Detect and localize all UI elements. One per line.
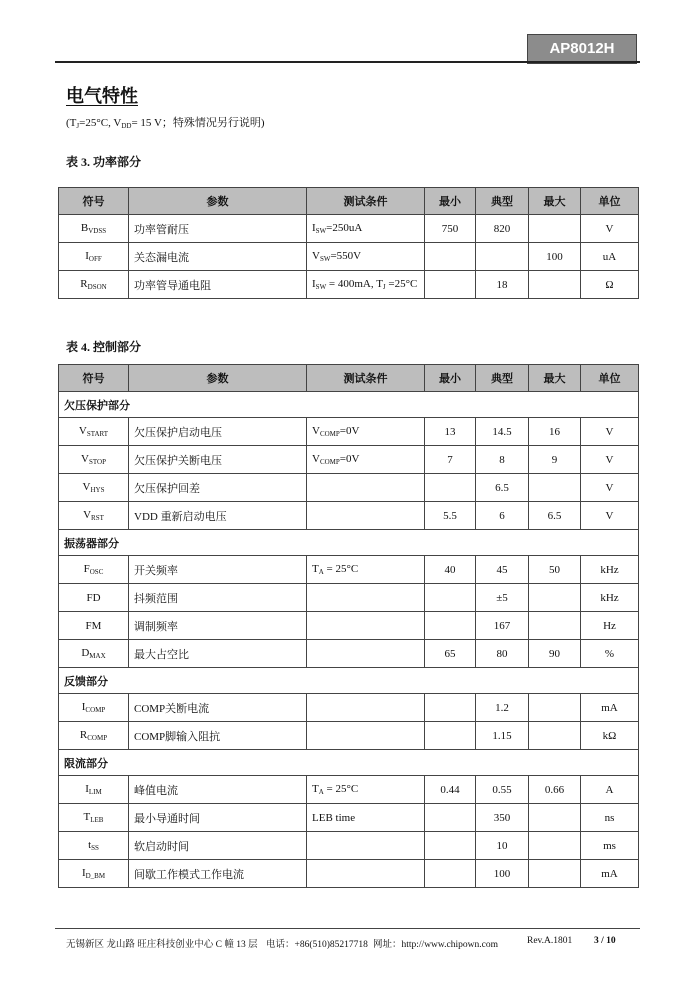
parameter-cell: 最小导通时间 [129,804,307,832]
table-row [59,446,639,474]
table-row [59,584,639,612]
typ-cell: 350 [476,804,529,832]
min-cell [425,832,476,860]
column-header: 单位 [581,188,639,215]
section-title: 限流部分 [59,750,639,776]
typ-cell: 14.5 [476,418,529,446]
parameter-cell: 欠压保护启动电压 [129,418,307,446]
condition-cell: $I_{SW}=250uA$ [307,215,425,243]
min-cell: 13 [425,418,476,446]
symbol-cell: $T_{LEB}$ [59,804,129,832]
condition-cell: $T_A = 25^\circ C$ [307,556,425,584]
condition-cell [307,640,425,668]
parameter-cell: 功率管导通电阻 [129,271,307,299]
footer-rule [55,928,640,929]
symbol-cell: $I_{D\_BM}$ [59,860,129,888]
column-header: 单位 [581,365,639,392]
footer-phone: 电话：+86(510)85217718 [266,940,368,950]
typ-cell: 1.2 [476,694,529,722]
max-cell: 100 [529,243,581,271]
column-header: 最大 [529,188,581,215]
unit-cell: ms [581,832,639,860]
parameter-cell: 峰值电流 [129,776,307,804]
table-row [59,722,639,750]
typ-cell: 1.15 [476,722,529,750]
column-header: 测试条件 [307,365,425,392]
unit-cell: V [581,502,639,530]
column-header: 最大 [529,365,581,392]
unit-cell: V [581,474,639,502]
column-header: 测试条件 [307,188,425,215]
symbol-cell: $D_{MAX}$ [59,640,129,668]
parameter-cell: 软启动时间 [129,832,307,860]
typ-cell: 10 [476,832,529,860]
unit-cell: Hz [581,612,639,640]
min-cell: 40 [425,556,476,584]
section-title: 欠压保护部分 [59,392,639,418]
symbol-cell: $R_{COMP}$ [59,722,129,750]
condition-cell [307,612,425,640]
unit-cell: A [581,776,639,804]
unit-cell: uA [581,243,639,271]
min-cell: 0.44 [425,776,476,804]
min-cell: 750 [425,215,476,243]
column-header: 典型 [476,365,529,392]
table-row [59,860,639,888]
max-cell: 90 [529,640,581,668]
min-cell: 65 [425,640,476,668]
parameter-cell: 抖频范围 [129,584,307,612]
power-section-table [58,187,639,299]
table-row [59,612,639,640]
parameter-cell: 欠压保护回差 [129,474,307,502]
min-cell [425,860,476,888]
unit-cell: % [581,640,639,668]
typ-cell: 820 [476,215,529,243]
max-cell [529,474,581,502]
unit-cell: V [581,446,639,474]
typ-cell: 45 [476,556,529,584]
header-rule [55,61,640,63]
typ-cell: 0.55 [476,776,529,804]
column-header: 参数 [129,188,307,215]
table-row [59,640,639,668]
symbol-cell: $I_{LIM}$ [59,776,129,804]
max-cell: 0.66 [529,776,581,804]
unit-cell: mA [581,694,639,722]
min-cell [425,804,476,832]
table-row [59,418,639,446]
unit-cell: ns [581,804,639,832]
unit-cell: V [581,215,639,243]
section-row [59,750,639,776]
symbol-cell: $I_{COMP}$ [59,694,129,722]
condition-cell: $V_{SW}=550V$ [307,243,425,271]
parameter-cell: 欠压保护关断电压 [129,446,307,474]
condition-cell [307,584,425,612]
table-row [59,832,639,860]
table-row [59,776,639,804]
column-header: 典型 [476,188,529,215]
table4-caption: 表 4. 控制部分 [66,340,142,354]
condition-cell: $V_{COMP}=0V$ [307,446,425,474]
max-cell [529,271,581,299]
min-cell [425,243,476,271]
page-title: 电气特性 [66,86,138,106]
max-cell: 50 [529,556,581,584]
symbol-cell: $F_{OSC}$ [59,556,129,584]
parameter-cell: VDD 重新启动电压 [129,502,307,530]
typ-cell: 6.5 [476,474,529,502]
min-cell [425,474,476,502]
max-cell [529,694,581,722]
unit-cell: Ω [581,271,639,299]
condition-cell [307,502,425,530]
column-header: 符号 [59,188,129,215]
column-header: 最小 [425,365,476,392]
min-cell [425,584,476,612]
max-cell [529,804,581,832]
symbol-cell: $V_{START}$ [59,418,129,446]
table-row [59,474,639,502]
table-row [59,502,639,530]
typ-cell: 18 [476,271,529,299]
parameter-cell: COMP脚输入阻抗 [129,722,307,750]
max-cell: 6.5 [529,502,581,530]
max-cell [529,612,581,640]
section-row [59,392,639,418]
table-row [59,694,639,722]
unit-cell: kHz [581,556,639,584]
max-cell [529,722,581,750]
control-section-table [58,364,639,888]
typ-cell: ±5 [476,584,529,612]
table3-caption: 表 3. 功率部分 [66,155,142,169]
typ-cell: 100 [476,860,529,888]
section-title: 反馈部分 [59,668,639,694]
symbol-cell: $V_{HYS}$ [59,474,129,502]
condition-cell: $V_{COMP}=0V$ [307,418,425,446]
min-cell [425,722,476,750]
part-number-badge: AP8012H [527,34,637,64]
max-cell [529,584,581,612]
parameter-cell: 关态漏电流 [129,243,307,271]
max-cell [529,215,581,243]
min-cell [425,271,476,299]
parameter-cell: 间歇工作模式工作电流 [129,860,307,888]
table-row [59,215,639,243]
footer-page-number: 3 / 10 [594,936,616,946]
symbol-cell: $V_{STOP}$ [59,446,129,474]
typ-cell: 6 [476,502,529,530]
section-row [59,668,639,694]
max-cell [529,860,581,888]
parameter-cell: 调制频率 [129,612,307,640]
unit-cell: kHz [581,584,639,612]
condition-cell: $T_A = 25^\circ C$ [307,776,425,804]
symbol-cell: $V_{RST}$ [59,502,129,530]
parameter-cell: 功率管耐压 [129,215,307,243]
symbol-cell: $R_{DSON}$ [59,271,129,299]
table-row [59,804,639,832]
test-conditions-note: ($T_J=25^\circ C$, $V_{DD}= 15$ V；特殊情况另行说明) [66,117,265,130]
table-row [59,271,639,299]
parameter-cell: COMP关断电流 [129,694,307,722]
min-cell [425,612,476,640]
column-header: 参数 [129,365,307,392]
table-row [59,556,639,584]
symbol-cell: FM [59,612,129,640]
footer-address: 无锡新区 龙山路 旺庄科技创业中心 C 幢 13 层 [66,940,258,950]
symbol-cell: $t_{SS}$ [59,832,129,860]
max-cell [529,832,581,860]
typ-cell: 80 [476,640,529,668]
section-title: 振荡器部分 [59,530,639,556]
parameter-cell: 开关频率 [129,556,307,584]
min-cell: 5.5 [425,502,476,530]
condition-cell [307,860,425,888]
condition-cell [307,694,425,722]
unit-cell: V [581,418,639,446]
unit-cell: mA [581,860,639,888]
table-row [59,243,639,271]
typ-cell [476,243,529,271]
condition-cell: LEB time [307,804,425,832]
footer-website[interactable]: 网址：http://www.chipown.com [373,940,498,950]
min-cell [425,694,476,722]
condition-cell: $I_{SW} = 400mA$, $T_J =25^\circ C$ [307,271,425,299]
symbol-cell: $B_{VDSS}$ [59,215,129,243]
parameter-cell: 最大占空比 [129,640,307,668]
condition-cell [307,832,425,860]
symbol-cell: $I_{OFF}$ [59,243,129,271]
symbol-cell: FD [59,584,129,612]
max-cell: 9 [529,446,581,474]
typ-cell: 167 [476,612,529,640]
typ-cell: 8 [476,446,529,474]
max-cell: 16 [529,418,581,446]
footer-revision: Rev.A.1801 [527,936,573,946]
min-cell: 7 [425,446,476,474]
condition-cell [307,722,425,750]
column-header: 符号 [59,365,129,392]
section-row [59,530,639,556]
column-header: 最小 [425,188,476,215]
unit-cell: kΩ [581,722,639,750]
condition-cell [307,474,425,502]
